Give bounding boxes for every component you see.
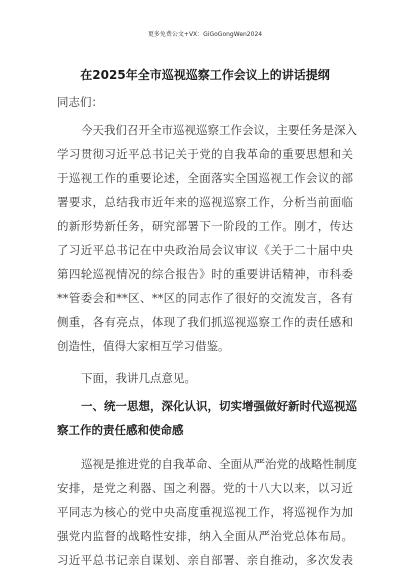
paragraph-line: 了习近平总书记在中央政治局会议审议《关于二十届中央	[57, 243, 353, 257]
section-heading-line: 察工作的责任感和使命感	[57, 423, 184, 437]
header-note: 更多免费公文+VX：GiGoGongWen2024	[147, 31, 263, 38]
paragraph-line: 习近平总书记亲自谋划、亲自部署、亲自推动，多次发表	[57, 553, 353, 567]
paragraph-line: 强党内监督的战略性安排，纳入全面从严治党总体布局。	[57, 529, 353, 543]
paragraph-line: **管委会和**区、**区的同志作了很好的交流发言，各有	[57, 291, 353, 305]
paragraph-line: 下面，我讲几点意见。	[81, 371, 196, 385]
paragraph-line: 侧重，各有亮点，体现了我们抓巡视巡察工作的责任感和	[57, 315, 353, 329]
section-heading-line: 一、统一思想，深化认识，切实增强做好新时代巡视巡	[81, 399, 357, 413]
paragraph-line: 第四轮巡视情况的综合报告》时的重要讲话精神，市科委	[57, 267, 353, 281]
paragraph-line: 学习贯彻习近平总书记关于党的自我革命的重要思想和关	[57, 147, 353, 161]
paragraph-line: 署要求，总结我市近年来的巡视巡察工作，分析当前面临	[57, 195, 353, 209]
paragraph-line: 今天我们召开全市巡视巡察工作会议，主要任务是深入	[81, 123, 357, 137]
paragraph-line: 安排，是党之利器、国之利器。党的十八大以来，以习近	[57, 481, 353, 495]
paragraph-line: 于巡视工作的重要论述，全面落实全国巡视工作会议的部	[57, 171, 353, 185]
paragraph-line: 巡视是推进党的自我革命、全面从严治党的战略性制度	[81, 457, 357, 471]
document-title: 在2025年全市巡视巡察工作会议上的讲话提纲	[80, 68, 330, 82]
paragraph-line: 的新形势新任务，研究部署下一阶段的工作。刚才，传达	[57, 219, 353, 233]
paragraph-line: 创造性，值得大家相互学习借鉴。	[57, 339, 230, 353]
paragraph-line: 平同志为核心的党中央高度重视巡视工作，将巡视作为加	[57, 505, 353, 519]
salutation: 同志们：	[57, 95, 103, 109]
